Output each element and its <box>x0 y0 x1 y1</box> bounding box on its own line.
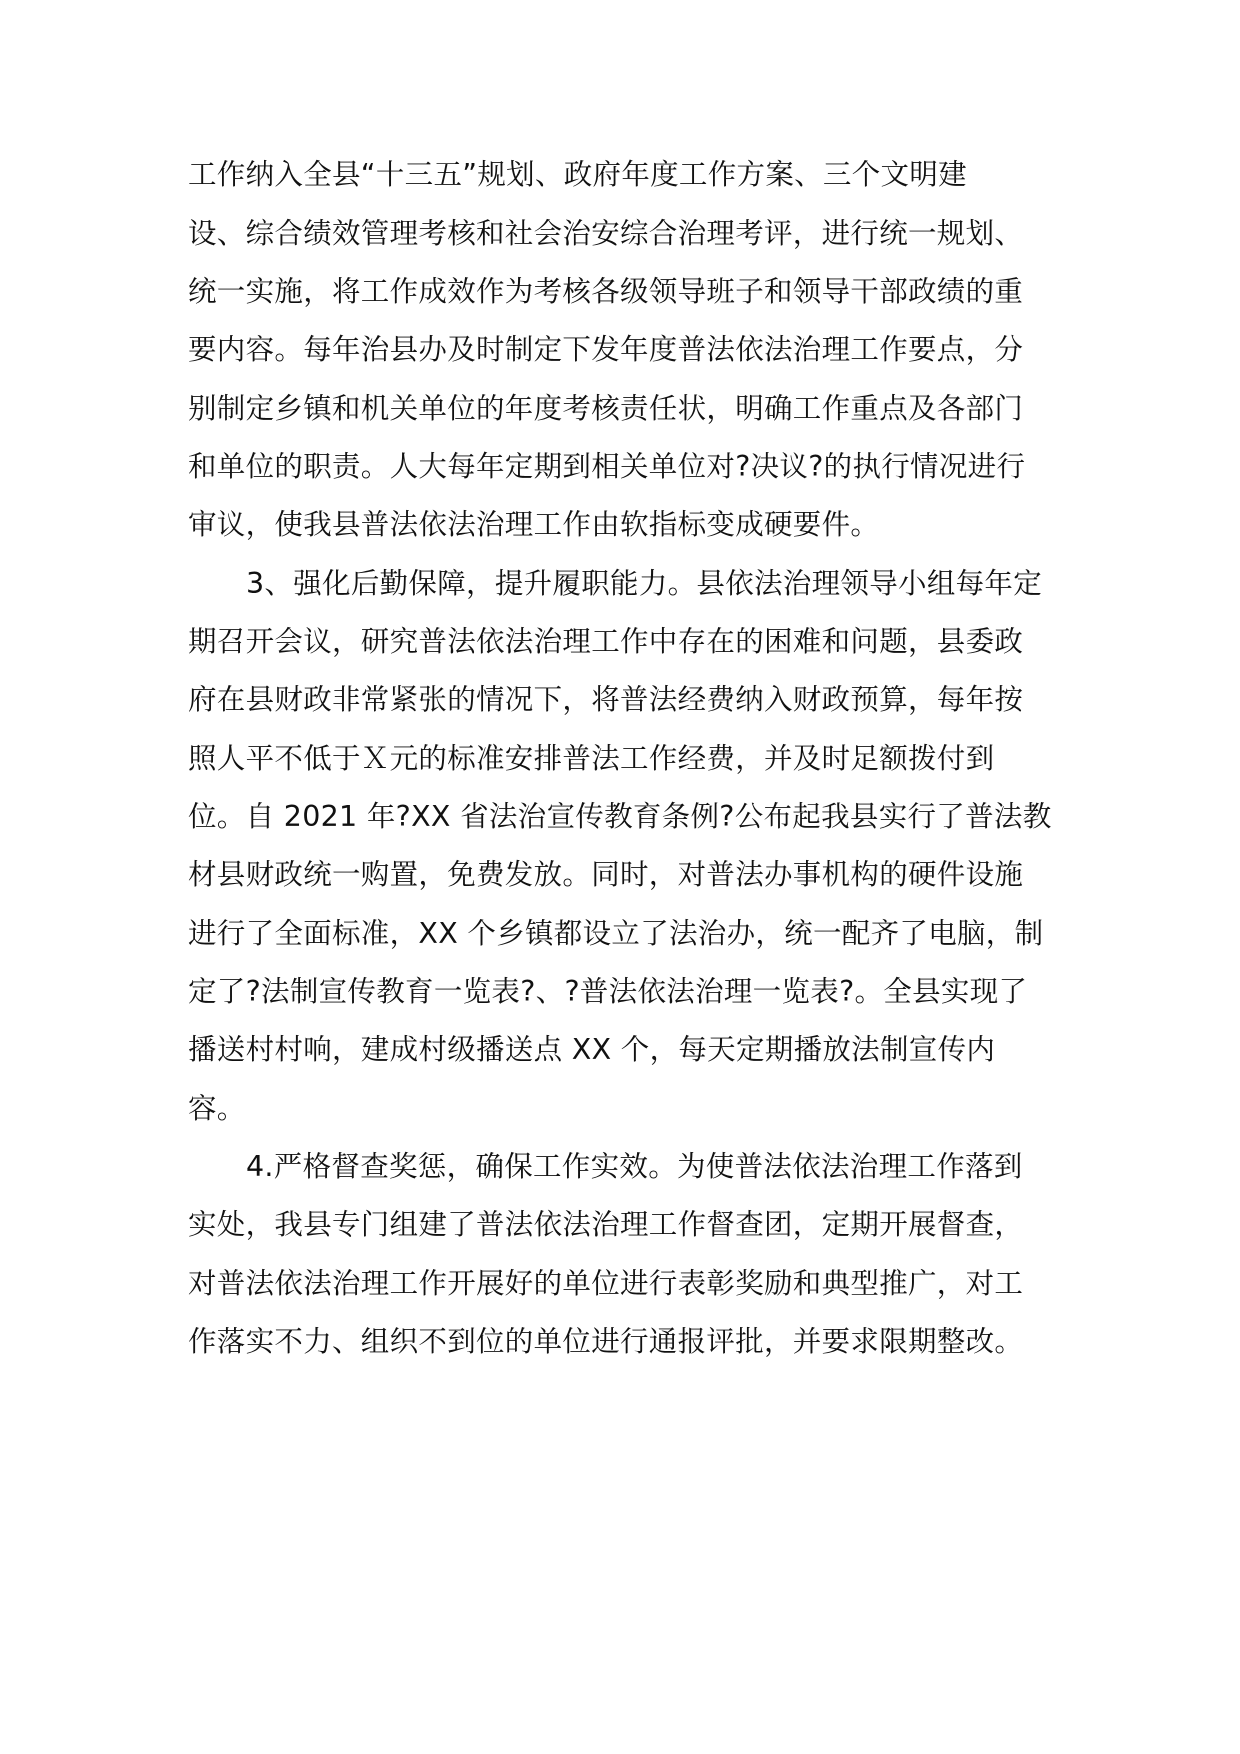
text-line: 要内容。每年治县办及时制定下发年度普法依法治理工作要点，分 <box>188 333 1024 366</box>
text-line: 照人平不低于Ｘ元的标准安排普法工作经费，并及时足额拨付到 <box>188 742 995 775</box>
text-line: 位。自 2021 年?XX 省法治宣传教育条例?公布起我县实行了普法教 <box>188 800 1052 833</box>
text-line: 统一实施，将工作成效作为考核各级领导班子和领导干部政绩的重 <box>188 275 1024 308</box>
text-line: 作落实不力、组织不到位的单位进行通报评批，并要求限期整改。 <box>188 1325 1024 1358</box>
text-line: 工作纳入全县“十三五”规划、政府年度工作方案、三个文明建 <box>188 158 967 191</box>
text-line: 容。 <box>188 1092 246 1125</box>
text-line: 审议，使我县普法依法治理工作由软指标变成硬要件。 <box>188 508 880 541</box>
text-line: 期召开会议，研究普法依法治理工作中存在的困难和问题，县委政 <box>188 625 1024 658</box>
text-line: 进行了全面标准，XX 个乡镇都设立了法治办，统一配齐了电脑，制 <box>188 917 1044 950</box>
text-line: 设、综合绩效管理考核和社会治安综合治理考评，进行统一规划、 <box>188 217 1024 250</box>
text-line: 实处，我县专门组建了普法依法治理工作督查团，定期开展督查， <box>188 1208 1024 1241</box>
text-line: 定了?法制宣传教育一览表?、?普法依法治理一览表?。全县实现了 <box>188 975 1028 1008</box>
text-line: 对普法依法治理工作开展好的单位进行表彰奖励和典型推广，对工 <box>188 1267 1024 1300</box>
text-line: 和单位的职责。人大每年定期到相关单位对?决议?的执行情况进行 <box>188 450 1026 483</box>
paragraph-3-first-line: 3、强化后勤保障，提升履职能力。县依法治理领导小组每年定 <box>246 567 1043 600</box>
text-line: 材县财政统一购置，免费发放。同时，对普法办事机构的硬件设施 <box>188 858 1024 891</box>
text-line: 播送村村响，建成村级播送点 XX 个，每天定期播放法制宣传内 <box>188 1033 996 1066</box>
text-line: 府在县财政非常紧张的情况下，将普法经费纳入财政预算，每年按 <box>188 683 1024 716</box>
paragraph-4-first-line: 4.严格督查奖惩，确保工作实效。为使普法依法治理工作落到 <box>246 1150 1023 1183</box>
text-line: 别制定乡镇和机关单位的年度考核责任状，明确工作重点及各部门 <box>188 392 1024 425</box>
